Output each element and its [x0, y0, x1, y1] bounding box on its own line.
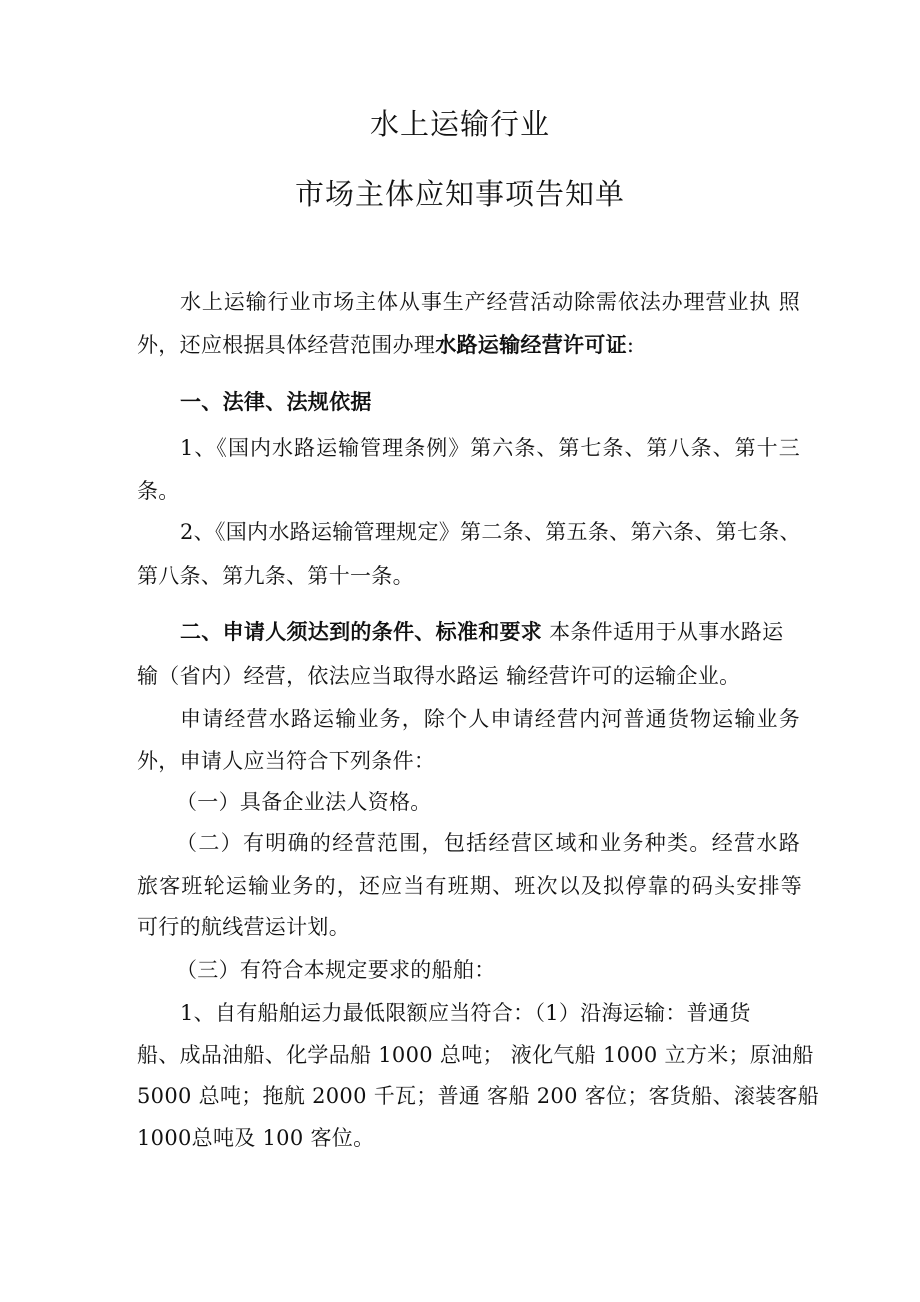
intro-text: 外，还应根据具体经营范围办理	[137, 333, 436, 357]
intro-colon: :	[626, 333, 635, 357]
intro-line-1: 水上运输行业市场主体从事生产经营活动除需依法办理营业执 照	[180, 290, 800, 314]
sub-item1-line1: 1、自有船舶运力最低限额应当符合：（1）沿海运输：普通货	[180, 1001, 751, 1025]
section2-para2-line1: 申请经营水路运输业务，除个人申请经营内河普通货物运输业务	[180, 707, 800, 731]
document-title-line2: 市场主体应知事项告知单	[294, 177, 625, 211]
section2-para2-line2: 外，申请人应当符合下列条件：	[137, 749, 436, 773]
section1-item1-line2: 条。	[137, 479, 180, 503]
condition-2-line2: 旅客班轮运输业务的，还应当有班期、班次以及拟停靠的码头安排等	[137, 874, 802, 898]
condition-2-line3: 可行的航线营运计划。	[137, 915, 350, 939]
section2-heading: 二、申请人须达到的条件、标准和要求	[180, 620, 543, 644]
condition-3: （三）有符合本规定要求的船舶：	[176, 958, 496, 982]
section1-item2-line2: 第八条、第九条、第十一条。	[137, 564, 414, 588]
sub-item1-line3: 5000 总吨；拖航 2000 千瓦；普通 客船 200 客位；客货船、滚装客船	[137, 1084, 820, 1108]
section2-heading-line	[180, 620, 800, 644]
condition-1: （一）具备企业法人资格。	[176, 790, 432, 814]
section2-line2: 输（省内）经营，依法应当取得水路运 输经营许可的运输企业。	[137, 664, 741, 688]
permit-name: 水路运输经营许可证	[435, 333, 627, 357]
intro-line-2	[137, 333, 802, 357]
section1-item2-line1: 2、《国内水路运输管理规定》第二条、第五条、第六条、第七条、	[180, 520, 801, 544]
section2-heading-tail: 本条件适用于从事水路运	[542, 620, 784, 644]
section1-heading: 一、法律、法规依据	[180, 390, 372, 414]
section1-item1-line1: 1、《国内水路运输管理条例》第六条、第七条、第八条、第十三	[180, 436, 800, 460]
document-title-line1: 水上运输行业	[369, 107, 550, 141]
sub-item1-line2: 船、成品油船、化学品船 1000 总吨； 液化气船 1000 立方米；原油船	[137, 1043, 814, 1067]
sub-item1-line4: 1000总吨及 100 客位。	[137, 1126, 375, 1150]
condition-2-line1: （二）有明确的经营范围，包括经营区域和业务种类。经营水路	[176, 831, 800, 855]
